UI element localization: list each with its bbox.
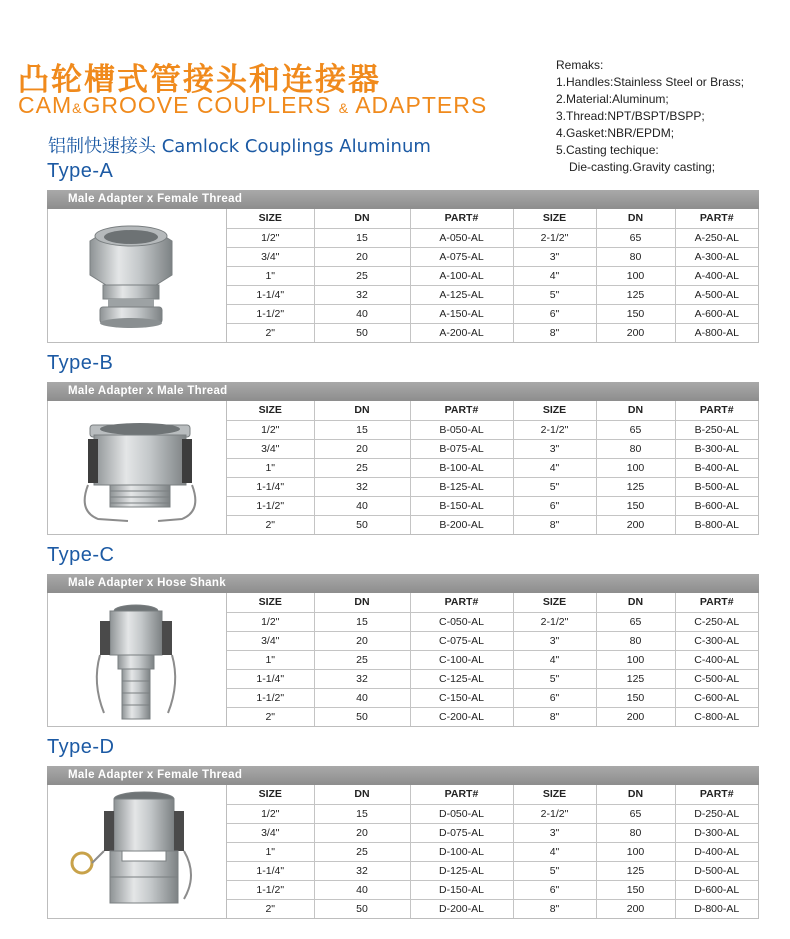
title-ampersand: & [338,100,350,116]
table-cell: 1/2" [227,228,314,247]
table-cell: 1/2" [227,612,314,631]
table-cell: 125 [596,285,675,304]
table-cell: A-300-AL [675,247,758,266]
section-header-bar: Male Adapter x Female Thread [47,190,759,209]
table-cell: D-500-AL [675,861,758,880]
column-header: DN [314,401,410,420]
table-row [227,669,758,688]
table-cell: B-600-AL [675,496,758,515]
table-cell: 5" [513,285,596,304]
table-row [227,304,758,323]
table-cell: D-400-AL [675,842,758,861]
table-cell: 3/4" [227,823,314,842]
table-cell: B-400-AL [675,458,758,477]
table-cell: 2" [265,326,276,339]
column-header: SIZE [227,209,314,228]
spec-table [227,401,758,534]
spec-table [227,593,758,726]
table-cell: C-050-AL [410,612,513,631]
table-cell: 150 [596,496,675,515]
remark-item: 5.Casting techique: [556,143,659,157]
remark-item: 3.Thread:NPT/BSPT/BSPP; [556,109,705,123]
type-c-section [47,574,759,727]
table-cell: B-150-AL [410,496,513,515]
table-cell: 150 [596,304,675,323]
type-a-product-photo [48,209,227,342]
table-cell: 25 [314,842,410,861]
table-row [227,688,758,707]
section-header-bar: Male Adapter x Female Thread [47,766,759,785]
table-cell: D-600-AL [675,880,758,899]
table-cell: 100 [596,650,675,669]
table-cell: 4" [513,458,596,477]
column-header: PART# [410,785,513,804]
table-cell: A-800-AL [675,323,758,342]
table-row [227,228,758,247]
section-body [47,209,759,343]
table-row [227,458,758,477]
table-cell: 50 [314,515,410,534]
table-cell: C-075-AL [410,631,513,650]
table-cell: 65 [596,612,675,631]
type-d-section [47,766,759,919]
section-body [47,785,759,919]
table-cell: 2-1/2" [513,612,596,631]
table-cell: B-075-AL [410,439,513,458]
table-cell: D-150-AL [410,880,513,899]
table-cell: A-125-AL [410,285,513,304]
table-cell: 40 [314,880,410,899]
table-cell: D-125-AL [410,861,513,880]
table-cell: A-500-AL [675,285,758,304]
table-cell: 100 [596,458,675,477]
table-cell: 1-1/4" [227,285,314,304]
table-cell: 65 [596,228,675,247]
table-cell: D-100-AL [410,842,513,861]
table-cell: 50 [314,707,410,726]
table-cell: B-250-AL [675,420,758,439]
column-header: SIZE [513,401,596,420]
page-subtitle [48,132,431,158]
table-cell: 5" [513,477,596,496]
table-cell: 2-1/2" [513,804,596,823]
table-cell: 6" [513,304,596,323]
subtitle-chinese: 铝制快速接头 [48,136,156,157]
table-row [227,650,758,669]
remark-item: Die-casting.Gravity casting; [569,160,716,174]
table-cell: 40 [314,496,410,515]
table-cell: 2" [265,518,276,531]
table-cell: 2-1/2" [513,420,596,439]
table-cell: 4" [513,266,596,285]
table-cell: C-600-AL [675,688,758,707]
column-header: DN [596,593,675,612]
table-cell: 8" [513,515,596,534]
table-row [227,707,758,726]
table-cell: A-250-AL [675,228,758,247]
column-header: PART# [675,785,758,804]
table-cell: 1/2" [227,420,314,439]
table-cell: 6" [513,880,596,899]
table-cell: A-600-AL [675,304,758,323]
table-cell: 3" [513,247,596,266]
column-header: DN [314,209,410,228]
column-header: PART# [675,401,758,420]
table-cell: 8" [513,899,596,918]
table-row [227,515,758,534]
table-cell: C-200-AL [410,707,513,726]
table-cell: 15 [314,612,410,631]
column-header: SIZE [513,593,596,612]
table-cell: 1-1/4" [227,477,314,496]
table-cell: 20 [314,631,410,650]
table-cell: A-075-AL [410,247,513,266]
table-row [227,439,758,458]
section-header-bar: Male Adapter x Male Thread [47,382,759,401]
table-cell: 40 [314,688,410,707]
table-cell: 6" [513,496,596,515]
table-cell: C-125-AL [410,669,513,688]
table-row [227,496,758,515]
type-b-product-photo [48,401,227,534]
table-row [227,842,758,861]
table-cell: C-100-AL [410,650,513,669]
spec-table [227,209,758,342]
column-header: SIZE [227,401,314,420]
type-d-title: Type-D [47,736,115,758]
table-row [227,823,758,842]
table-cell: 40 [314,304,410,323]
table-row [227,899,758,918]
table-cell: 25 [314,458,410,477]
section-body [47,401,759,535]
table-cell: 125 [596,477,675,496]
section-header-bar: Male Adapter x Hose Shank [47,574,759,593]
table-cell: D-075-AL [410,823,513,842]
column-header: SIZE [227,785,314,804]
table-cell: 1-1/2" [227,880,314,899]
table-cell: 1-1/4" [227,669,314,688]
table-cell: 65 [596,804,675,823]
type-b-section [47,382,759,535]
table-cell: 100 [596,842,675,861]
table-cell: 200 [596,515,675,534]
table-cell: 80 [596,631,675,650]
title-ampersand: & [72,100,83,116]
table-cell: 100 [596,266,675,285]
table-cell: 80 [596,823,675,842]
table-cell: D-800-AL [675,899,758,918]
column-header: PART# [675,593,758,612]
type-c-title: Type-C [47,544,115,566]
table-cell: 3" [513,631,596,650]
table-cell: 80 [596,439,675,458]
table-cell: D-250-AL [675,804,758,823]
section-body [47,593,759,727]
table-cell: D-050-AL [410,804,513,823]
remark-item: 2.Material:Aluminum; [556,92,669,106]
table-cell: 65 [596,420,675,439]
table-cell: A-200-AL [410,323,513,342]
table-cell: 20 [314,247,410,266]
table-cell: D-200-AL [410,899,513,918]
table-cell: C-250-AL [675,612,758,631]
table-cell: 3" [513,439,596,458]
remarks-heading: Remaks: [556,58,604,72]
table-cell: 5" [513,669,596,688]
table-cell: 6" [513,688,596,707]
column-header: SIZE [227,593,314,612]
table-cell: 2" [265,902,276,915]
table-cell: B-300-AL [675,439,758,458]
table-cell: 15 [314,804,410,823]
table-cell: B-500-AL [675,477,758,496]
column-header: SIZE [513,209,596,228]
table-cell: 4" [513,842,596,861]
column-header: DN [314,593,410,612]
column-header: PART# [410,209,513,228]
type-c-product-photo [48,593,227,726]
table-cell: 20 [314,439,410,458]
table-cell: C-500-AL [675,669,758,688]
column-header: PART# [410,401,513,420]
type-b-title: Type-B [47,352,114,374]
table-cell: 3/4" [227,631,314,650]
table-cell: 15 [314,228,410,247]
table-cell: 32 [314,285,410,304]
column-header: DN [596,209,675,228]
table-row [227,247,758,266]
table-cell: 1-1/2" [227,304,314,323]
table-cell: 25 [314,266,410,285]
table-cell: 3/4" [227,439,314,458]
remark-item: 1.Handles:Stainless Steel or Brass; [556,75,745,89]
table-header-row [227,593,758,612]
table-cell: 125 [596,669,675,688]
table-cell: 1-1/2" [227,688,314,707]
table-cell: B-800-AL [675,515,758,534]
table-cell: 1" [227,650,314,669]
type-a-title: Type-A [47,160,114,182]
title-word-adapters: ADAPTERS [355,92,488,118]
table-cell: B-100-AL [410,458,513,477]
table-row [227,861,758,880]
table-cell: D-300-AL [675,823,758,842]
table-row [227,804,758,823]
table-row [227,477,758,496]
title-word-cam: CAM [18,92,73,118]
table-cell: 125 [596,861,675,880]
table-row [227,631,758,650]
table-cell: 2-1/2" [513,228,596,247]
remarks-block [556,57,744,176]
table-cell: A-100-AL [410,266,513,285]
table-cell: 1" [227,458,314,477]
table-header-row [227,209,758,228]
table-cell: 1-1/4" [227,861,314,880]
table-cell: 200 [596,899,675,918]
table-cell: 50 [314,899,410,918]
table-cell: 50 [314,323,410,342]
table-cell: 32 [314,477,410,496]
column-header: SIZE [513,785,596,804]
table-cell: B-200-AL [410,515,513,534]
table-cell: 8" [513,323,596,342]
table-cell: 1-1/2" [227,496,314,515]
table-cell: 32 [314,861,410,880]
table-cell: 3/4" [227,247,314,266]
table-row [227,420,758,439]
table-cell: 8" [513,707,596,726]
table-cell: 20 [314,823,410,842]
column-header: DN [596,401,675,420]
table-cell: B-050-AL [410,420,513,439]
table-cell: 1" [227,842,314,861]
table-cell: C-150-AL [410,688,513,707]
page-title-english [18,92,487,119]
remark-item: 4.Gasket:NBR/EPDM; [556,126,675,140]
table-cell: 5" [513,861,596,880]
table-header-row [227,401,758,420]
column-header: PART# [675,209,758,228]
table-cell: 150 [596,688,675,707]
table-cell: 2" [265,710,276,723]
table-cell: 3" [513,823,596,842]
type-a-section [47,190,759,343]
table-cell: 4" [513,650,596,669]
table-cell: C-400-AL [675,650,758,669]
table-cell: A-400-AL [675,266,758,285]
table-cell: 32 [314,669,410,688]
table-cell: A-050-AL [410,228,513,247]
table-row [227,285,758,304]
type-d-product-photo [48,785,227,918]
table-cell: 1/2" [227,804,314,823]
table-row [227,880,758,899]
table-cell: A-150-AL [410,304,513,323]
table-row [227,612,758,631]
column-header: PART# [410,593,513,612]
table-cell: 1" [227,266,314,285]
column-header: DN [314,785,410,804]
table-cell: 200 [596,323,675,342]
table-row [227,323,758,342]
spec-table [227,785,758,918]
table-cell: 80 [596,247,675,266]
table-cell: 150 [596,880,675,899]
table-cell: C-300-AL [675,631,758,650]
table-cell: 15 [314,420,410,439]
table-cell: B-125-AL [410,477,513,496]
page-title-chinese: 凸轮槽式管接头和连接器 [18,62,381,98]
table-header-row [227,785,758,804]
table-cell: C-800-AL [675,707,758,726]
column-header: DN [596,785,675,804]
subtitle-english: Camlock Couplings Aluminum [161,136,431,157]
title-word-groove-couplers: GROOVE COUPLERS [82,92,332,118]
table-cell: 200 [596,707,675,726]
table-cell: 25 [314,650,410,669]
table-row [227,266,758,285]
